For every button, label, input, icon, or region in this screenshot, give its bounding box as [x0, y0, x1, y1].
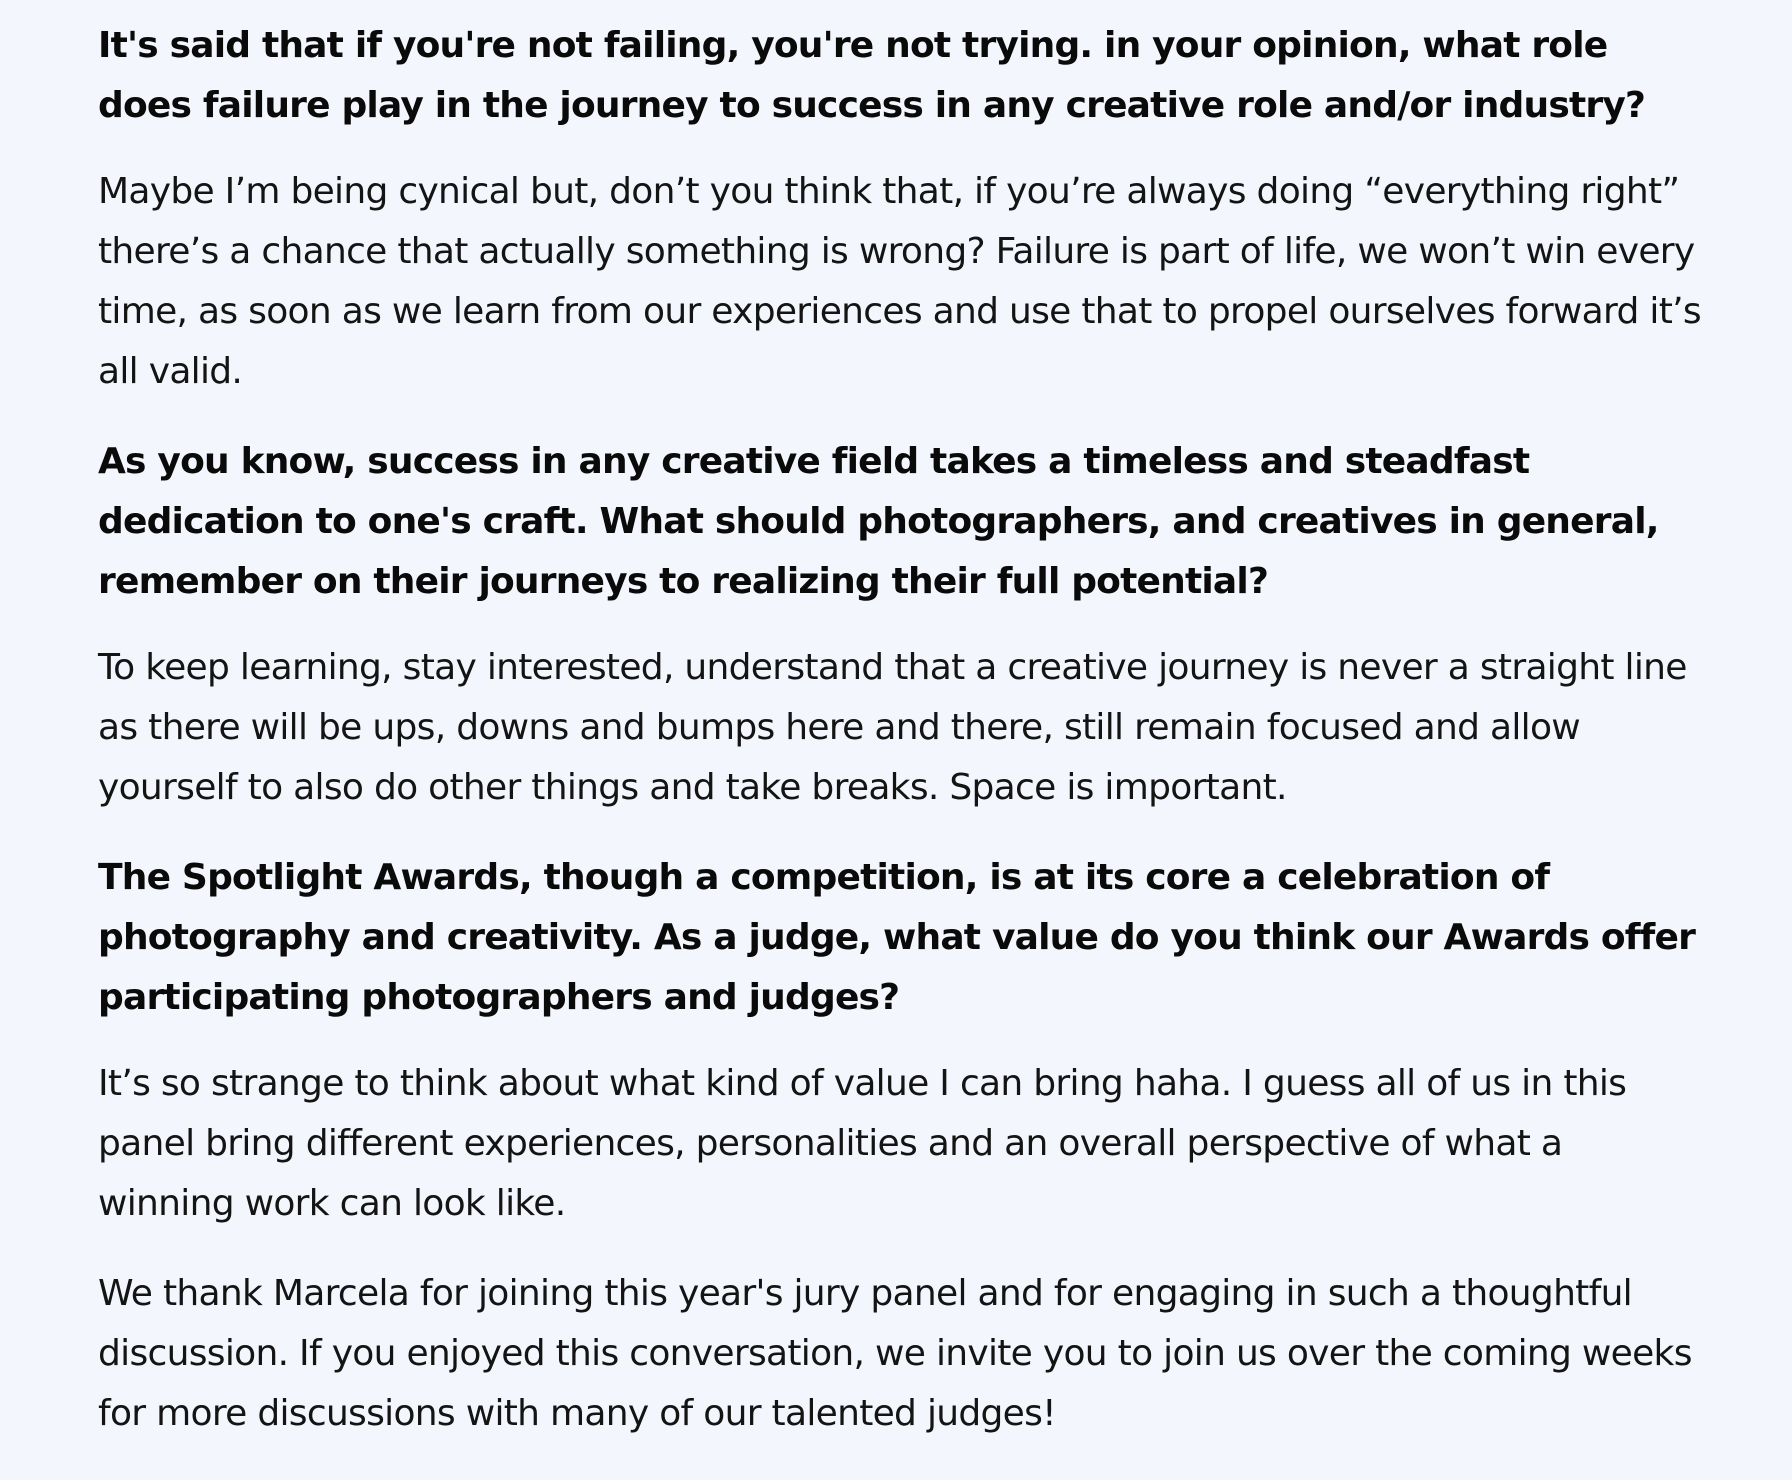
interview-answer-dedication: To keep learning, stay interested, understand that a creative journey is never a straight line as there will be ups, downs and bumps here and there, still remain focused and allow yourself to also do other things and take breaks. Space is important. [98, 647, 1687, 808]
closing-paragraph: We thank Marcela for joining this year's jury panel and for engaging in such a thoughtful discussion. If you enjoyed this conversation, we invite you to join us over the coming weeks for more discussions with many of our talented judges! [98, 1273, 1692, 1434]
interview-article [98, 16, 1708, 1474]
interview-question-awards-value: The Spotlight Awards, though a competition, is at its core a celebration of photography and creativity. As a judge, what value do you think our Awards offer participating photographers and judges? [98, 857, 1696, 1018]
interview-answer-awards-value: It’s so strange to think about what kind of value I can bring haha. I guess all of us in this panel bring different experiences, personalities and an overall perspective of what a winning work can look like. [98, 1063, 1627, 1224]
interview-answer-failure: Maybe I’m being cynical but, don’t you think that, if you’re always doing “everything right” there’s a chance that actually something is wrong? Failure is part of life, we won’t win every time, as soon as we learn from our experiences and use that to propel ourselves forward it’s all valid. [98, 171, 1701, 392]
interview-question-dedication: As you know, success in any creative field takes a timeless and steadfast dedication to one's craft. What should photographers, and creatives in general, remember on their journeys to realizing their full potential? [98, 441, 1659, 602]
interview-question-failure: It's said that if you're not failing, you're not trying. in your opinion, what role does failure play in the journey to success in any creative role and/or industry? [98, 25, 1646, 126]
